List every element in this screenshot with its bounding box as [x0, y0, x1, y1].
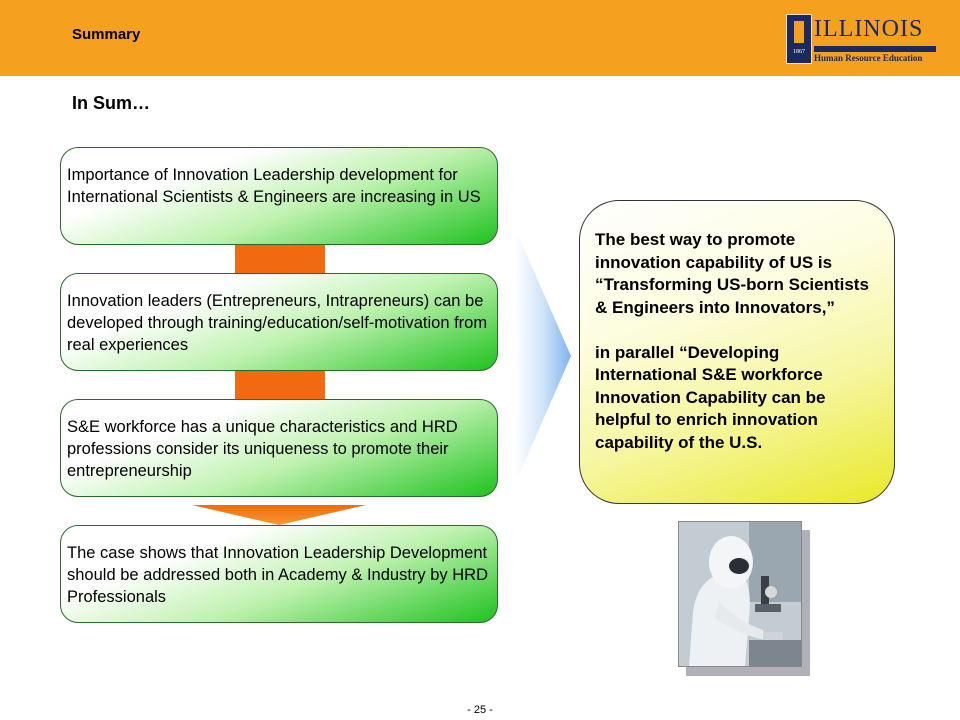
- logo-year: 1867: [793, 49, 805, 55]
- flow-box-4: The case shows that Innovation Leadership Development should be addressed both in Academy & Industry by HRD Professionals: [60, 525, 498, 623]
- logo-name: ILLINOIS: [814, 16, 924, 42]
- callout-paragraph-1: The best way to promote innovation capability of US is “Transforming US-born Scientists & Engineers into Innovators,”: [595, 230, 869, 317]
- logo-subtitle: Human Resource Education: [814, 53, 923, 63]
- header-title: Summary: [72, 26, 141, 43]
- page-number: - 25 -: [467, 704, 493, 716]
- slide-subtitle: In Sum…: [72, 93, 151, 113]
- down-arrow-icon: [192, 505, 366, 525]
- flow-connector: [235, 371, 325, 399]
- logo-shield-icon: [786, 14, 812, 64]
- flow-box-1: Importance of Innovation Leadership development for International Scientists & Engineers are increasing in US: [60, 147, 498, 245]
- header-bar: [0, 0, 960, 76]
- flow-box-2: Innovation leaders (Entrepreneurs, Intrapreneurs) can be developed through training/education/self-motivation from real experiences: [60, 273, 498, 371]
- flow-box-3: S&E workforce has a unique characteristics and HRD professions consider its uniqueness to promote their entrepreneurship: [60, 399, 498, 497]
- right-arrow-icon: [515, 228, 571, 484]
- illinois-logo: [786, 14, 946, 66]
- conclusion-callout: [579, 200, 895, 504]
- flow-connector: [235, 245, 325, 273]
- scientist-illustration: [679, 522, 801, 666]
- logo-divider: [814, 46, 936, 52]
- callout-paragraph-2: in parallel “Developing International S&E workforce Innovation Capability can be helpful to enrich innovation capability of the U.S.: [595, 342, 826, 452]
- cleanroom-scientist-photo: [678, 521, 802, 667]
